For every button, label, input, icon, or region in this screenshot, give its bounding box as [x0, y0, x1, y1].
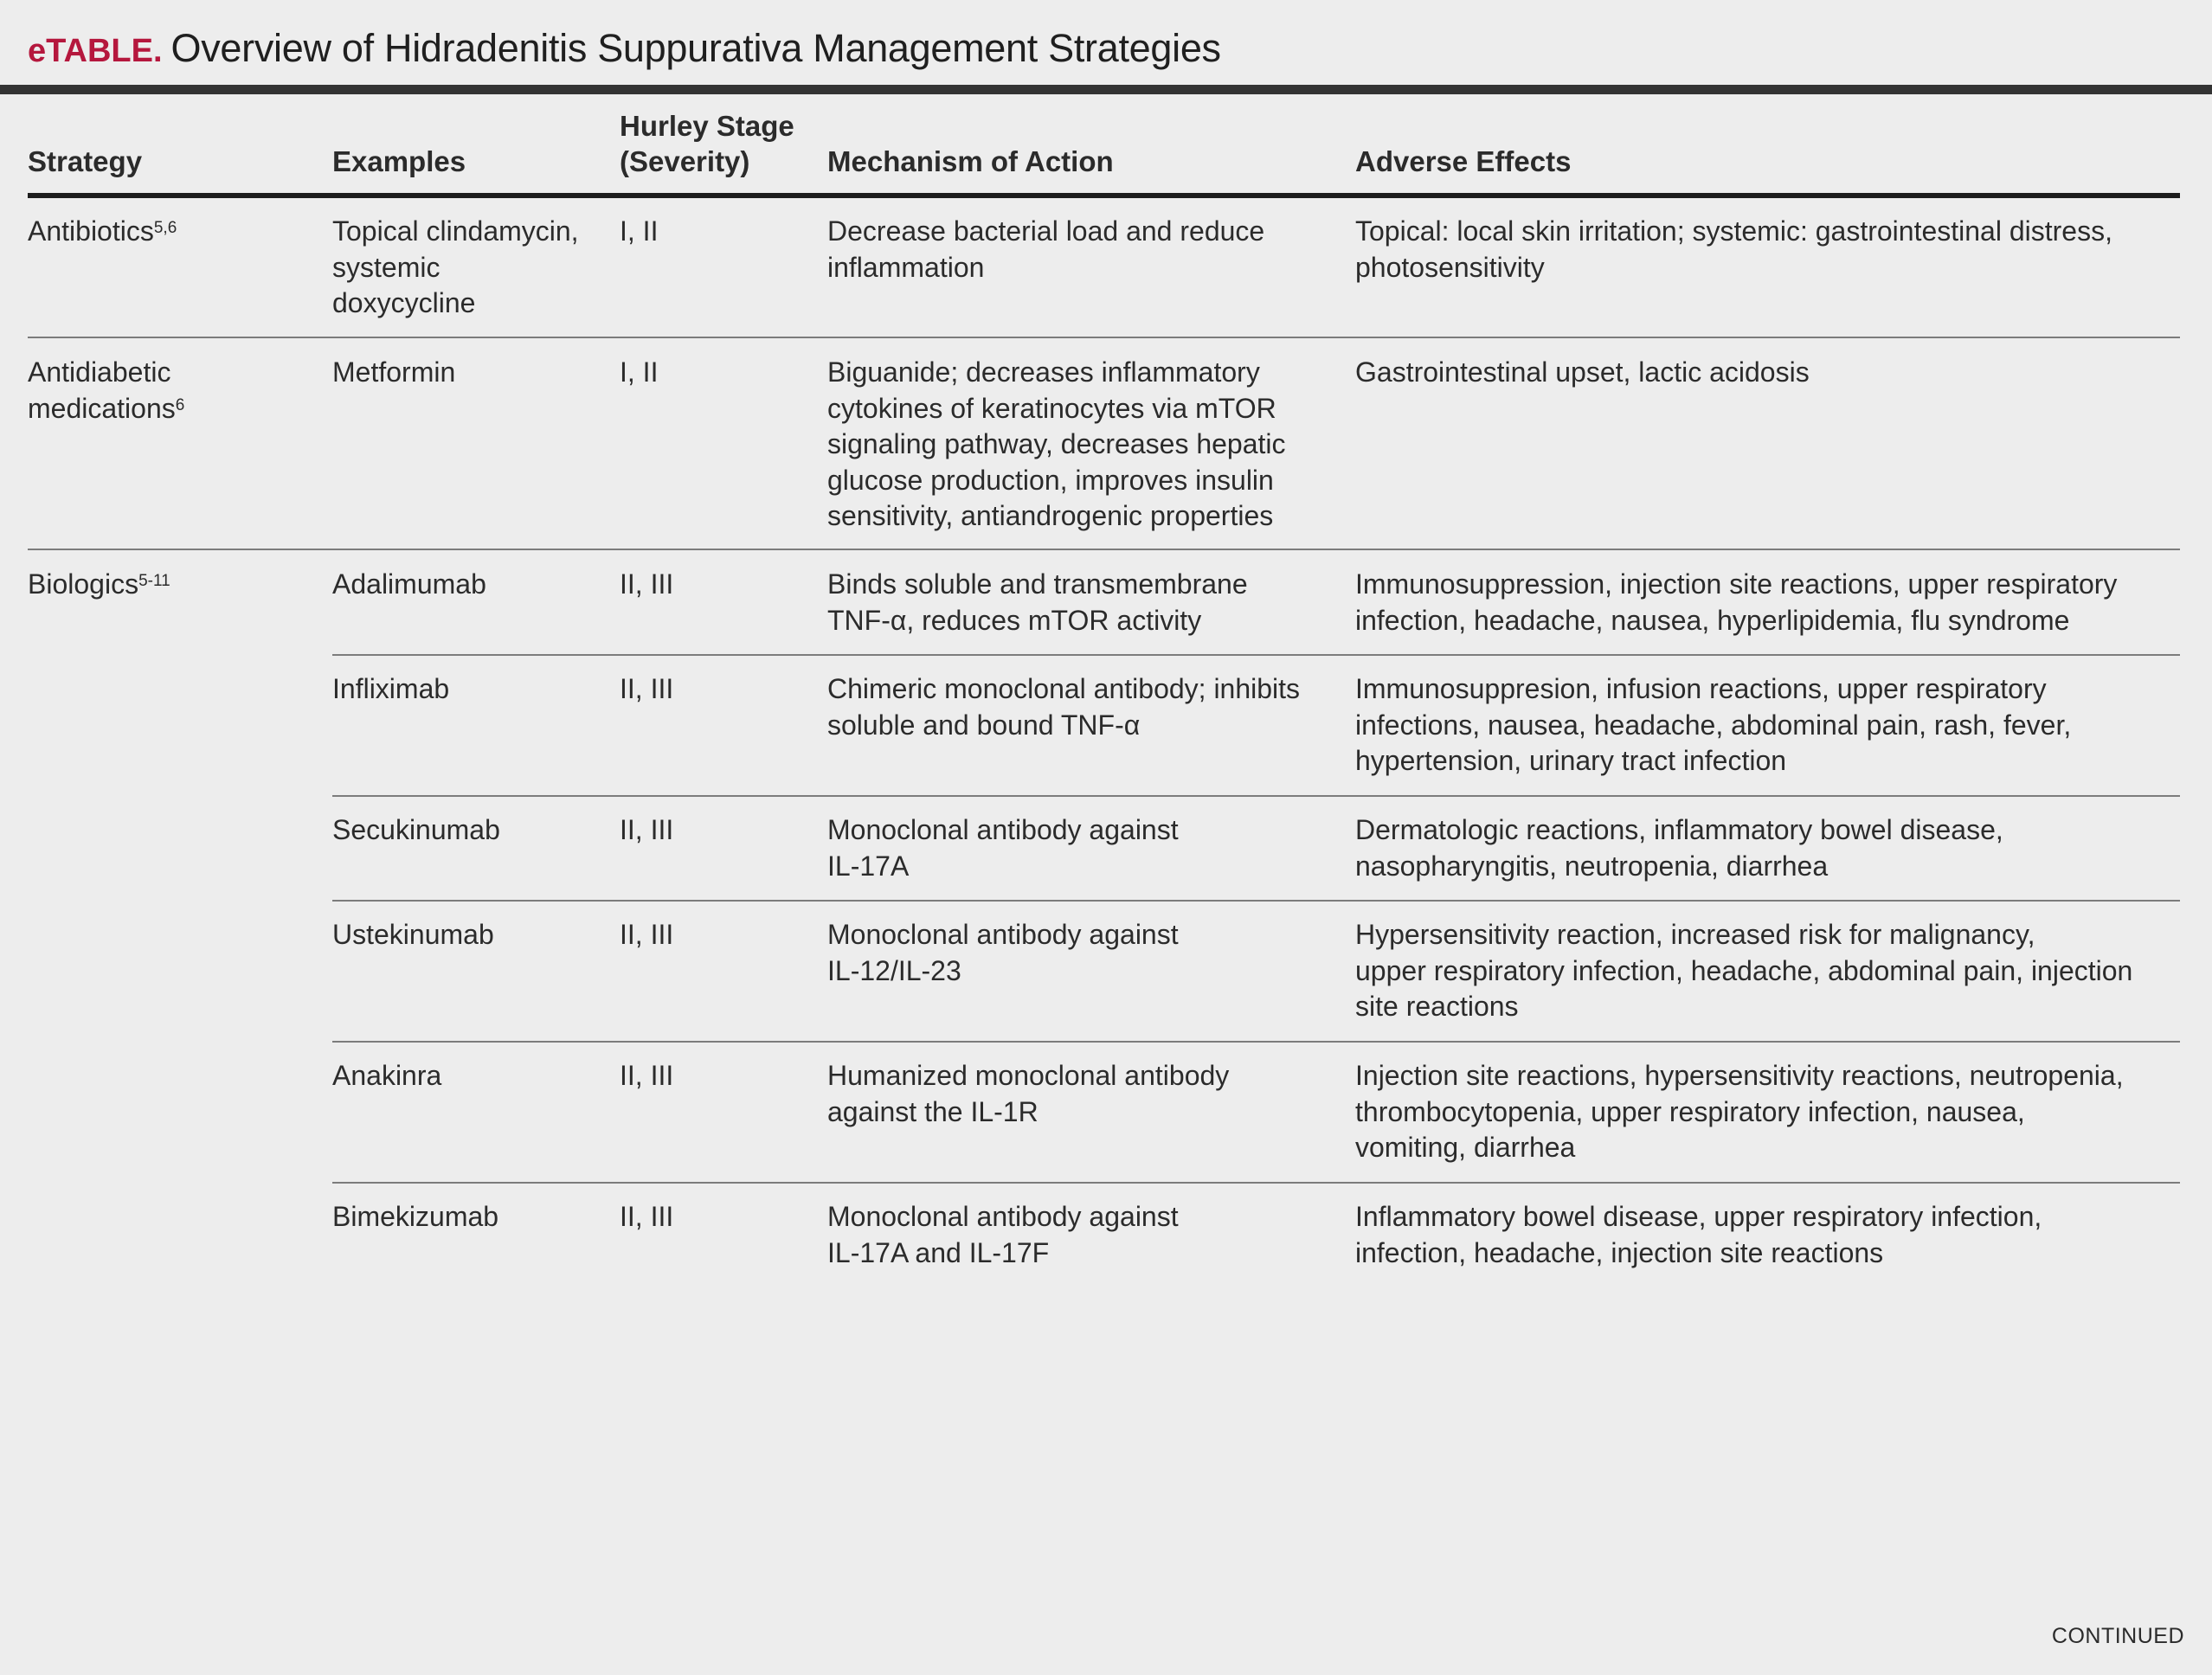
- table-title: [28, 26, 1221, 71]
- column-header-strategy: Strategy: [28, 145, 143, 177]
- column-header-mechanism: Mechanism of Action: [827, 145, 1114, 177]
- column-header-hurley-stage: Hurley Stage (Severity): [620, 110, 794, 177]
- table-row-anakinra-adverse: Injection site reactions, hypersensitivity reactions, neutropenia, thrombocytopenia, upper respiratory infection, nausea, vomiting, diarrhea: [1355, 1060, 2124, 1163]
- table-row-ustekinumab-examples: Ustekinumab: [332, 919, 494, 950]
- table-row-biologics-strategy: Biologics$^{5-11}$: [28, 568, 170, 600]
- table-row-antibiotics-examples: Topical clindamycin, systemic doxycycline: [332, 215, 579, 318]
- row-divider: [332, 900, 2180, 902]
- table-row-ustekinumab-stage: II, III: [620, 919, 674, 950]
- table-row-antidiabetic-examples: Metformin: [332, 356, 456, 388]
- row-divider: [28, 337, 2180, 338]
- table-row-adalimumab-examples: Adalimumab: [332, 568, 486, 600]
- table-row-infliximab-examples: Infliximab: [332, 673, 450, 704]
- table-row-antibiotics-mechanism: Decrease bacterial load and reduce inflammation: [827, 215, 1265, 283]
- table-row-bimekizumab-examples: Bimekizumab: [332, 1201, 499, 1232]
- table-row-antibiotics-strategy: Antibiotics$^{5,6}$: [28, 215, 177, 247]
- table-row-secukinumab-adverse: Dermatologic reactions, inflammatory bowel disease, nasopharyngitis, neutropenia, diarrhea: [1355, 814, 2003, 882]
- table-row-secukinumab-examples: Secukinumab: [332, 814, 500, 845]
- table-row-anakinra-examples: Anakinra: [332, 1060, 442, 1091]
- table-row-bimekizumab-stage: II, III: [620, 1201, 674, 1232]
- table-row-secukinumab-mechanism: Monoclonal antibody against IL-17A: [827, 814, 1179, 882]
- table-row-antidiabetic-adverse: Gastrointestinal upset, lactic acidosis: [1355, 356, 1810, 388]
- row-divider: [332, 1182, 2180, 1184]
- table-row-adalimumab-mechanism: Binds soluble and transmembrane TNF-α, reduces mTOR activity: [827, 568, 1248, 636]
- table-row-adalimumab-stage: II, III: [620, 568, 674, 600]
- table-title-text: Overview of Hidradenitis Suppurativa Management Strategies: [170, 26, 1221, 70]
- table-row-bimekizumab-mechanism: Monoclonal antibody against IL-17A and IL-17F: [827, 1201, 1179, 1268]
- table-row-secukinumab-stage: II, III: [620, 814, 674, 845]
- column-header-examples: Examples: [332, 145, 466, 177]
- table-row-infliximab-adverse: Immunosuppresion, infusion reactions, upper respiratory infections, nausea, headache, abdominal pain, rash, fever, hypertension, urinary tract infection: [1355, 673, 2072, 776]
- table-row-infliximab-stage: II, III: [620, 673, 674, 704]
- table-row-ustekinumab-adverse: Hypersensitivity reaction, increased risk for malignancy, upper respiratory infection, headache, abdominal pain, injection site reactions: [1355, 919, 2133, 1022]
- table-row-anakinra-mechanism: Humanized monoclonal antibody against the IL-1R: [827, 1060, 1230, 1127]
- table-row-antidiabetic-stage: I, II: [620, 356, 659, 388]
- continued-label: CONTINUED: [2051, 1624, 2184, 1648]
- table-row-antidiabetic-strategy: Antidiabetic medications$^6$: [28, 356, 185, 424]
- table-row-infliximab-mechanism: Chimeric monoclonal antibody; inhibits soluble and bound TNF-α: [827, 673, 1301, 741]
- title-divider: [0, 85, 2212, 94]
- row-divider: [332, 654, 2180, 656]
- table-row-anakinra-stage: II, III: [620, 1060, 674, 1091]
- row-divider: [28, 549, 2180, 550]
- table-label: eTABLE.: [28, 33, 163, 69]
- table-row-adalimumab-adverse: Immunosuppression, injection site reactions, upper respiratory infection, headache, nausea, hyperlipidemia, flu syndrome: [1355, 568, 2118, 636]
- table-row-ustekinumab-mechanism: Monoclonal antibody against IL-12/IL-23: [827, 919, 1179, 986]
- table-row-antidiabetic-mechanism: Biguanide; decreases inflammatory cytokines of keratinocytes via mTOR signaling pathway, decreases hepatic glucose production, improves insulin sensitivity, antiandrogenic properties: [827, 356, 1286, 531]
- row-divider: [332, 1041, 2180, 1043]
- table-row-bimekizumab-adverse: Inflammatory bowel disease, upper respiratory infection, infection, headache, injection site reactions: [1355, 1201, 2042, 1268]
- header-divider: [28, 193, 2180, 198]
- table-row-antibiotics-adverse: Topical: local skin irritation; systemic: gastrointestinal distress, photosensitivity: [1355, 215, 2112, 283]
- row-divider: [332, 795, 2180, 797]
- table-row-antibiotics-stage: I, II: [620, 215, 659, 247]
- column-header-adverse-effects: Adverse Effects: [1355, 145, 1572, 177]
